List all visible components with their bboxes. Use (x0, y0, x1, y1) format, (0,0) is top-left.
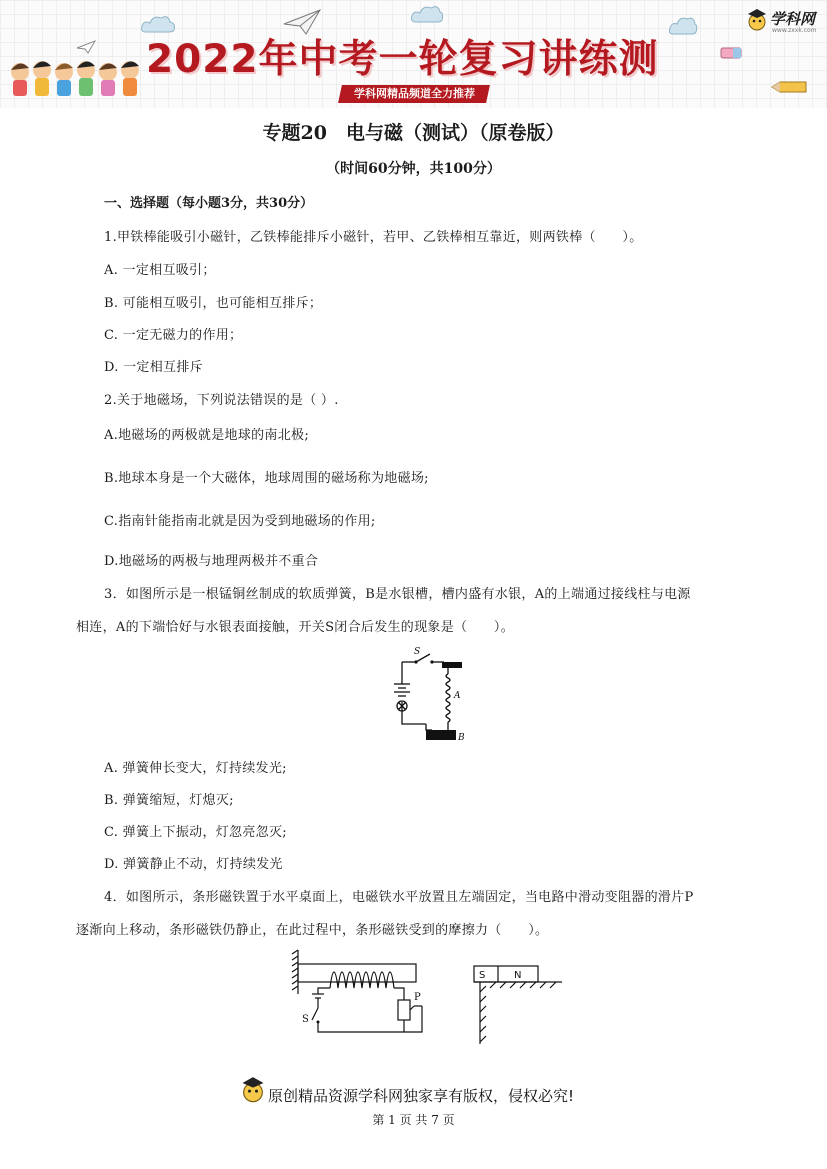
header-banner (0, 0, 827, 108)
logo-text: 学科网 (770, 10, 816, 28)
question-2-option-c: C.指南针能指南北就是因为受到地磁场的作用; (104, 514, 376, 529)
question-3-option-b: B. 弹簧缩短，灯熄灭; (104, 793, 234, 808)
figure-label-b: B (458, 733, 465, 743)
question-3-stem-line-2: 相连，A的下端恰好与水银表面接触，开关S闭合后发生的现象是（ ）。 (76, 620, 514, 635)
question-1-option-a: A. 一定相互吸引； (104, 263, 216, 278)
question-2-option-a: A.地磁场的两极就是地球的南北极; (104, 428, 310, 443)
magnet-pole-s: S (479, 970, 486, 981)
question-1-stem: 1.甲铁棒能吸引小磁针，乙铁棒能排斥小磁针，若甲、乙铁棒相互靠近，则两铁棒（ ）。 (104, 230, 643, 245)
eraser-icon (720, 46, 742, 60)
question-1-option-b: B. 可能相互吸引，也可能相互排斥； (104, 296, 323, 311)
question-3-option-c: C. 弹簧上下振动，灯忽亮忽灭; (104, 825, 287, 840)
question-4-stem-line-1: 4．如图所示，条形磁铁置于水平桌面上，电磁铁水平放置且左端固定，当电路中滑动变阻器的滑片P (104, 890, 694, 905)
pencil-icon (770, 80, 808, 94)
question-1-option-c: C. 一定无磁力的作用； (104, 328, 243, 343)
question-2-stem: 2.关于地磁场，下列说法错误的是（ ）. (104, 393, 339, 408)
question-3-stem-line-1: 3．如图所示是一根锰铜丝制成的软质弹簧，B是水银槽，槽内盛有水银，A的上端通过接线柱与电源 (104, 587, 691, 602)
mascot-icon (746, 8, 768, 32)
magnet-pole-n: N (514, 970, 522, 981)
question-2-option-d: D.地磁场的两极与地理两极并不重合 (104, 554, 319, 569)
section-heading: 一、选择题（每小题3分，共30分） (104, 196, 314, 211)
children-illustration (6, 58, 142, 106)
question-4-electromagnet-figure (290, 948, 440, 1044)
cloud-icon (410, 4, 444, 24)
xuekewang-logo (746, 6, 822, 36)
figure-label-slider: P (414, 992, 421, 1003)
document-title: 专题20 电与磁（测试）（原卷版） (262, 122, 565, 144)
banner-subtitle: 学科网精品频道全力推荐 (338, 85, 490, 103)
question-3-circuit-figure (386, 644, 472, 744)
figure-label-a: A (454, 691, 461, 701)
figure-label-switch: S (302, 1014, 309, 1025)
banner-title: 2022年中考一轮复习讲练测 (146, 37, 659, 82)
copyright-notice: 原创精品资源学科网独家享有版权，侵权必究! (268, 1087, 575, 1105)
paper-plane-icon (76, 40, 96, 54)
question-1-option-d: D. 一定相互排斥 (104, 360, 203, 375)
question-4-bar-magnet-figure (470, 962, 566, 1046)
question-2-option-b: B.地球本身是一个大磁体，地球周围的磁场称为地磁场; (104, 471, 429, 486)
logo-url: www.zxxk.com (772, 27, 817, 34)
mascot-icon (240, 1076, 266, 1104)
question-3-option-a: A. 弹簧伸长变大，灯持续发光; (104, 761, 287, 776)
document-subtitle: （时间60分钟，共100分） (326, 161, 501, 177)
page-number: 第 1 页 共 7 页 (372, 1113, 455, 1127)
question-3-option-d: D. 弹簧静止不动，灯持续发光 (104, 857, 283, 872)
figure-label-s: S (414, 647, 421, 657)
question-4-stem-line-2: 逐渐向上移动，条形磁铁仍静止，在此过程中，条形磁铁受到的摩擦力（ ）。 (76, 923, 549, 938)
